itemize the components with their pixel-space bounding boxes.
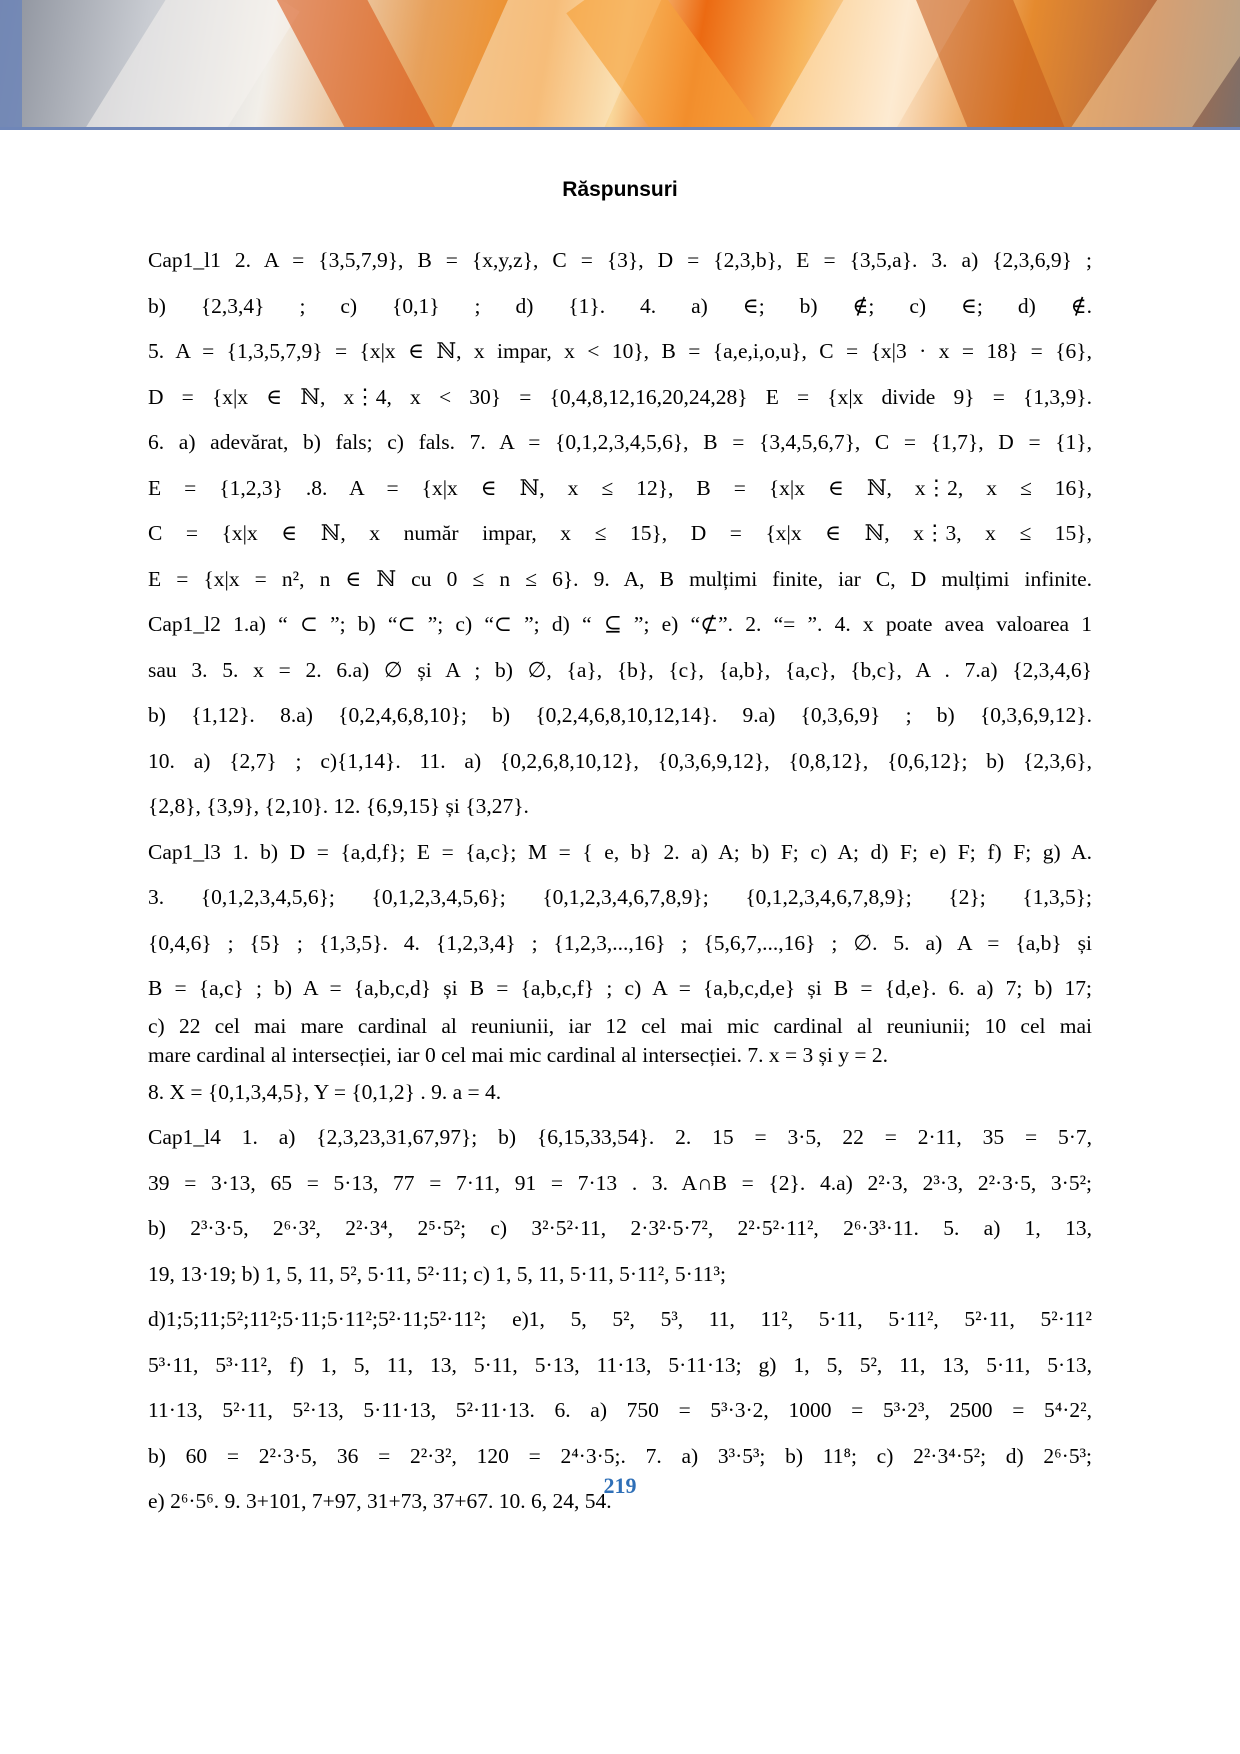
answer-line: {2,8}, {3,9}, {2,10}. 12. {6,9,15} și {3,27}. [148,794,529,818]
answer-line: 10. a) {2,7} ; c){1,14}. 11. a) {0,2,6,8,10,12}, {0,3,6,9,12}, {0,8,12}, {0,6,12}; b) {2,3,6}, [148,748,1092,773]
answer-line: b) {2,3,4} ; c) {0,1} ; d) {1}. 4. a) ∈; b) ∉; c) ∈; d) ∉. [148,293,1092,318]
answer-line: sau 3. 5. x = 2. 6.a) ∅ și A ; b) ∅, {a}, {b}, {c}, {a,b}, {a,c}, {b,c}, A . 7.a) {2,3,4,6} [148,657,1092,682]
answer-line: 6. a) adevărat, b) fals; c) fals. 7. A = {0,1,2,3,4,5,6}, B = {3,4,5,6,7}, C = {1,7}, D = {1}, [148,430,1092,454]
answer-line: b) {1,12}. 8.a) {0,2,4,6,8,10}; b) {0,2,4,6,8,10,12,14}. 9.a) {0,3,6,9} ; b) {0,3,6,9,12}. [148,703,1092,727]
answer-line: Cap1_l3 1. b) D = {a,d,f}; E = {a,c}; M = { e, b} 2. a) A; b) F; c) A; d) F; e) F; f) F; g) A. [148,839,1092,864]
page-title: Răspunsuri [562,178,678,201]
page-number: 219 [603,1473,637,1498]
answer-line: 5³·11, 5³·11², f) 1, 5, 11, 13, 5·11, 5·13, 11·13, 5·11·13; g) 1, 5, 5², 11, 13, 5·11, 5·13, [148,1352,1092,1377]
answers-body [148,238,1092,1525]
answer-line: B = {a,c} ; b) A = {a,b,c,d} și B = {a,b,c,f} ; c) A = {a,b,c,d,e} și B = {d,e}. 6. a) 7; b) 17; [148,976,1092,1000]
answer-line: D = {x|x ∈ ℕ, x⋮4, x < 30} = {0,4,8,12,16,20,24,28} E = {x|x divide 9} = {1,3,9}. [148,384,1092,409]
answer-line: d)1;5;11;5²;11²;5·11;5·11²;5²·11;5²·11²; e)1, 5, 5², 5³, 11, 11², 5·11, 5·11², 5²·11, 5²·11² [148,1307,1092,1331]
answer-line: 11·13, 5²·11, 5²·13, 5·11·13, 5²·11·13. 6. a) 750 = 5³·3·2, 1000 = 5³·2³, 2500 = 5⁴·2², [148,1398,1092,1422]
answer-line: 39 = 3·13, 65 = 5·13, 77 = 7·11, 91 = 7·13 . 3. A∩B = {2}. 4.a) 2²·3, 2³·3, 2²·3·5, 3·5²; [148,1170,1092,1195]
answer-line: c) 22 cel mai mare cardinal al reuniunii, iar 12 cel mai mic cardinal al reuniunii; 10 cel mai [148,1013,1092,1038]
answer-line: b) 2³·3·5, 2⁶·3², 2²·3⁴, 2⁵·5²; c) 3²·5²·11, 2·3²·5·7², 2²·5²·11², 2⁶·3³·11. 5. a) 1, 13, [148,1216,1092,1240]
answer-line: 5. A = {1,3,5,7,9} = {x|x ∈ ℕ, x impar, x < 10}, B = {a,e,i,o,u}, C = {x|3 · x = 18} = {6}, [148,339,1092,363]
answer-line: 3. {0,1,2,3,4,5,6}; {0,1,2,3,4,5,6}; {0,1,2,3,4,6,7,8,9}; {0,1,2,3,4,6,7,8,9}; {2}; {1,3,5}; [148,885,1092,909]
banner-rule [0,127,1240,130]
answer-line: Cap1_l4 1. a) {2,3,23,31,67,97}; b) {6,15,33,54}. 2. 15 = 3·5, 22 = 2·11, 35 = 5·7, [148,1125,1092,1149]
answer-line: E = {x|x = n², n ∈ ℕ cu 0 ≤ n ≤ 6}. 9. A, B mulțimi finite, iar C, D mulțimi infinite. [148,566,1092,591]
header-banner-image [0,0,1240,130]
answer-line: 19, 13·19; b) 1, 5, 11, 5², 5·11, 5²·11; c) 1, 5, 11, 5·11, 5·11², 5·11³; [148,1261,726,1286]
answer-line: mare cardinal al intersecției, iar 0 cel mai mic cardinal al intersecției. 7. x = 3 și y = 2. [148,1042,889,1067]
answer-line: Cap1_l1 2. A = {3,5,7,9}, B = {x,y,z}, C = {3}, D = {2,3,b}, E = {3,5,a}. 3. a) {2,3,6,9} ; [148,248,1092,272]
answer-line: b) 60 = 2²·3·5, 36 = 2²·3², 120 = 2⁴·3·5;. 7. a) 3³·5³; b) 11⁸; c) 2²·3⁴·5²; d) 2⁶·5³; [148,1443,1092,1468]
answer-line: C = {x|x ∈ ℕ, x număr impar, x ≤ 15}, D = {x|x ∈ ℕ, x⋮3, x ≤ 15}, [148,521,1092,545]
answer-line: 8. X = {0,1,3,4,5}, Y = {0,1,2} . 9. a = 4. [148,1079,502,1104]
answer-line: E = {1,2,3} .8. A = {x|x ∈ ℕ, x ≤ 12}, B = {x|x ∈ ℕ, x⋮2, x ≤ 16}, [148,475,1092,500]
answer-line: {0,4,6} ; {5} ; {1,3,5}. 4. {1,2,3,4} ; {1,2,3,...,16} ; {5,6,7,...,16} ; ∅. 5. a) A = {a,b} și [148,930,1092,955]
banner-left-strip [0,0,22,127]
answer-line: Cap1_l2 1.a) “ ⊂ ”; b) “⊂ ”; c) “⊂ ”; d) “ ⊆ ”; e) “⊄”. 2. “= ”. 4. x poate avea valoarea 1 [148,612,1092,636]
answer-line: e) 2⁶·5⁶. 9. 3+101, 7+97, 31+73, 37+67. 10. 6, 24, 54. [148,1489,612,1513]
